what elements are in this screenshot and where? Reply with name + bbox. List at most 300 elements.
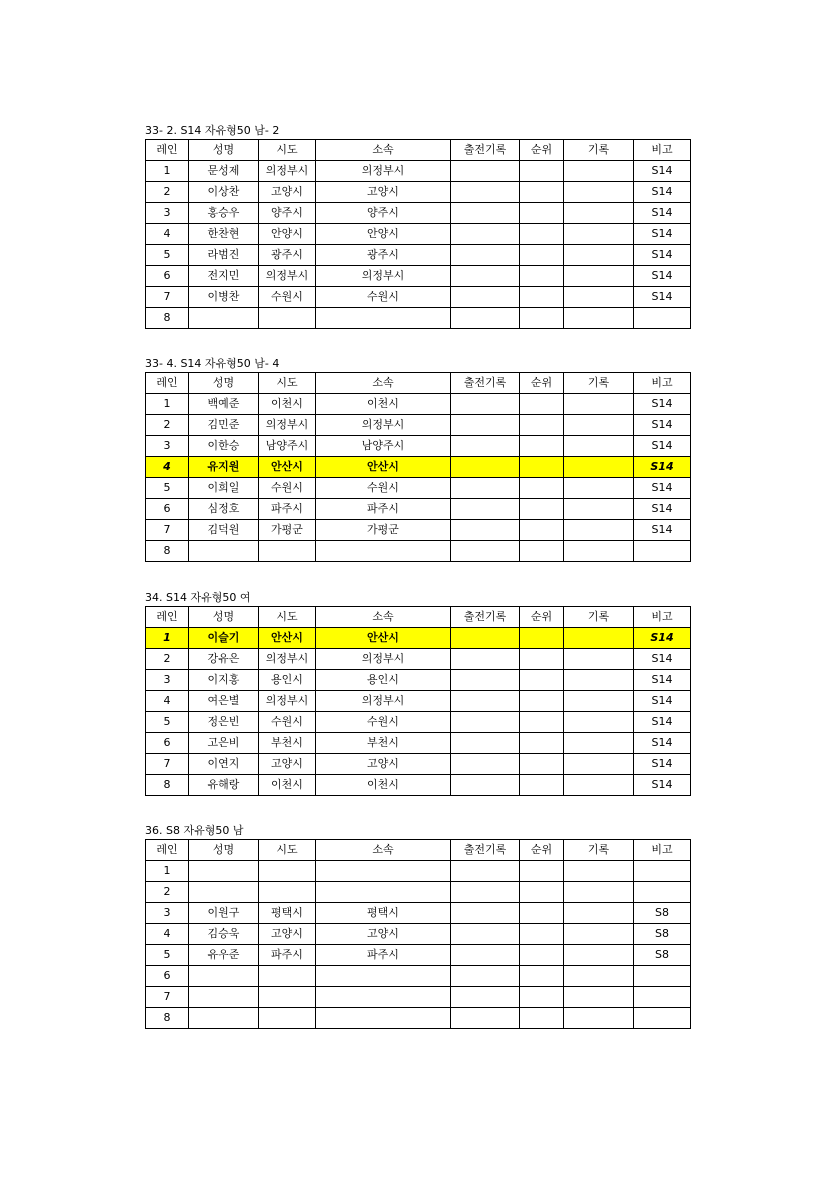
- table-cell: [634, 1008, 691, 1029]
- table-cell: 3: [146, 903, 189, 924]
- table-cell: 의정부시: [259, 691, 316, 712]
- column-header: 출전기록: [451, 607, 520, 628]
- table-row: [146, 628, 691, 649]
- table-cell: 2: [146, 649, 189, 670]
- table-cell: 고양시: [316, 182, 451, 203]
- table-cell: 양주시: [316, 203, 451, 224]
- table-cell: [634, 966, 691, 987]
- table-cell: [451, 945, 520, 966]
- table-cell: 이지홍: [189, 670, 259, 691]
- table-cell: 7: [146, 520, 189, 541]
- table-cell: [451, 966, 520, 987]
- table-cell: 가평군: [316, 520, 451, 541]
- table-row: [146, 945, 691, 966]
- heat-section: [145, 823, 690, 1029]
- table-cell: [451, 670, 520, 691]
- column-header: 레인: [146, 607, 189, 628]
- table-cell: S14: [634, 203, 691, 224]
- table-cell: 이희일: [189, 478, 259, 499]
- table-cell: [189, 987, 259, 1008]
- table-row: [146, 712, 691, 733]
- table-cell: 이슬기: [189, 628, 259, 649]
- table-cell: [520, 436, 564, 457]
- table-cell: [451, 649, 520, 670]
- column-header: 순위: [520, 140, 564, 161]
- table-cell: [564, 966, 634, 987]
- table-cell: 이천시: [259, 775, 316, 796]
- table-cell: 유지원: [189, 457, 259, 478]
- table-cell: [564, 415, 634, 436]
- table-row: [146, 182, 691, 203]
- table-cell: [520, 203, 564, 224]
- table-cell: 의정부시: [259, 649, 316, 670]
- table-cell: 한찬현: [189, 224, 259, 245]
- table-cell: 남양주시: [316, 436, 451, 457]
- table-cell: 수원시: [316, 712, 451, 733]
- table-cell: [316, 987, 451, 1008]
- table-cell: [316, 541, 451, 562]
- table-cell: [451, 224, 520, 245]
- table-cell: [520, 861, 564, 882]
- table-cell: [564, 161, 634, 182]
- column-header: 기록: [564, 373, 634, 394]
- heat-table: [145, 139, 691, 329]
- table-row: [146, 670, 691, 691]
- table-cell: [564, 691, 634, 712]
- column-header: 소속: [316, 607, 451, 628]
- table-cell: 의정부시: [259, 415, 316, 436]
- table-cell: 광주시: [259, 245, 316, 266]
- table-cell: 4: [146, 691, 189, 712]
- table-cell: [259, 987, 316, 1008]
- table-cell: [520, 541, 564, 562]
- table-cell: 부천시: [259, 733, 316, 754]
- table-cell: [520, 945, 564, 966]
- table-cell: [451, 520, 520, 541]
- column-header: 순위: [520, 840, 564, 861]
- table-cell: [259, 541, 316, 562]
- table-cell: 이천시: [259, 394, 316, 415]
- table-cell: [564, 182, 634, 203]
- section-title: 34. S14 자유형50 여: [145, 591, 251, 604]
- table-cell: [316, 861, 451, 882]
- table-cell: S14: [634, 628, 691, 649]
- table-cell: S14: [634, 691, 691, 712]
- table-cell: S14: [634, 394, 691, 415]
- table-row: [146, 1008, 691, 1029]
- table-row: [146, 478, 691, 499]
- column-header: 기록: [564, 607, 634, 628]
- table-cell: [520, 712, 564, 733]
- table-cell: S14: [634, 415, 691, 436]
- column-header: 비고: [634, 140, 691, 161]
- column-header: 출전기록: [451, 373, 520, 394]
- table-cell: 안산시: [259, 457, 316, 478]
- table-cell: 1: [146, 861, 189, 882]
- table-cell: [634, 541, 691, 562]
- column-header: 시도: [259, 840, 316, 861]
- header-row: [146, 373, 691, 394]
- table-row: [146, 649, 691, 670]
- table-cell: [316, 966, 451, 987]
- table-cell: S14: [634, 245, 691, 266]
- table-cell: 광주시: [316, 245, 451, 266]
- table-cell: 안양시: [316, 224, 451, 245]
- table-cell: [564, 733, 634, 754]
- header-row: [146, 607, 691, 628]
- table-cell: 6: [146, 499, 189, 520]
- table-cell: 용인시: [316, 670, 451, 691]
- table-cell: [451, 499, 520, 520]
- table-cell: [564, 499, 634, 520]
- column-header: 소속: [316, 373, 451, 394]
- table-cell: 수원시: [316, 478, 451, 499]
- table-cell: 가평군: [259, 520, 316, 541]
- column-header: 성명: [189, 140, 259, 161]
- table-cell: [520, 394, 564, 415]
- table-cell: [634, 987, 691, 1008]
- table-cell: [451, 924, 520, 945]
- table-cell: 정은빈: [189, 712, 259, 733]
- column-header: 시도: [259, 140, 316, 161]
- table-cell: 의정부시: [316, 266, 451, 287]
- table-cell: [520, 287, 564, 308]
- table-cell: 전지민: [189, 266, 259, 287]
- table-cell: 5: [146, 245, 189, 266]
- header-row: [146, 140, 691, 161]
- table-cell: [189, 882, 259, 903]
- column-header: 소속: [316, 140, 451, 161]
- column-header: 레인: [146, 140, 189, 161]
- table-cell: S8: [634, 945, 691, 966]
- column-header: 기록: [564, 140, 634, 161]
- table-cell: S14: [634, 670, 691, 691]
- table-row: [146, 691, 691, 712]
- table-cell: [634, 882, 691, 903]
- table-cell: 5: [146, 478, 189, 499]
- table-cell: 1: [146, 161, 189, 182]
- column-header: 순위: [520, 607, 564, 628]
- table-cell: 8: [146, 1008, 189, 1029]
- table-cell: [189, 308, 259, 329]
- table-cell: S14: [634, 520, 691, 541]
- column-header: 성명: [189, 607, 259, 628]
- header-row: [146, 840, 691, 861]
- table-cell: [259, 966, 316, 987]
- table-cell: [451, 903, 520, 924]
- table-cell: S14: [634, 266, 691, 287]
- table-cell: [451, 712, 520, 733]
- table-cell: S14: [634, 733, 691, 754]
- table-cell: [520, 754, 564, 775]
- table-cell: [451, 436, 520, 457]
- table-cell: 고양시: [259, 754, 316, 775]
- table-row: [146, 775, 691, 796]
- column-header: 레인: [146, 840, 189, 861]
- table-cell: 5: [146, 945, 189, 966]
- table-cell: 고양시: [259, 924, 316, 945]
- table-cell: [564, 628, 634, 649]
- table-cell: [451, 394, 520, 415]
- table-row: [146, 457, 691, 478]
- table-cell: S8: [634, 924, 691, 945]
- table-cell: [520, 308, 564, 329]
- table-cell: 유해랑: [189, 775, 259, 796]
- table-cell: [520, 882, 564, 903]
- table-cell: [451, 691, 520, 712]
- table-cell: 8: [146, 775, 189, 796]
- table-cell: [520, 478, 564, 499]
- table-cell: [259, 308, 316, 329]
- heat-table: [145, 839, 691, 1029]
- table-cell: [520, 182, 564, 203]
- table-cell: 의정부시: [259, 266, 316, 287]
- table-cell: [259, 882, 316, 903]
- table-cell: 2: [146, 182, 189, 203]
- table-cell: 이한승: [189, 436, 259, 457]
- table-cell: 강유은: [189, 649, 259, 670]
- table-cell: 파주시: [316, 499, 451, 520]
- table-cell: [564, 670, 634, 691]
- table-row: [146, 266, 691, 287]
- table-cell: [564, 754, 634, 775]
- table-cell: [451, 266, 520, 287]
- table-cell: 4: [146, 224, 189, 245]
- table-cell: [189, 966, 259, 987]
- table-row: [146, 245, 691, 266]
- table-cell: [451, 457, 520, 478]
- table-cell: [564, 1008, 634, 1029]
- table-cell: [564, 224, 634, 245]
- table-cell: [564, 987, 634, 1008]
- heat-section: [145, 123, 690, 329]
- table-cell: S14: [634, 182, 691, 203]
- table-cell: 문성제: [189, 161, 259, 182]
- table-row: [146, 733, 691, 754]
- column-header: 성명: [189, 840, 259, 861]
- table-cell: 2: [146, 415, 189, 436]
- table-cell: 고양시: [259, 182, 316, 203]
- table-cell: S14: [634, 287, 691, 308]
- table-cell: [564, 287, 634, 308]
- table-cell: [259, 1008, 316, 1029]
- table-cell: 1: [146, 394, 189, 415]
- table-cell: [564, 882, 634, 903]
- table-row: [146, 224, 691, 245]
- table-cell: [564, 457, 634, 478]
- table-cell: 이병찬: [189, 287, 259, 308]
- table-cell: 이상찬: [189, 182, 259, 203]
- table-cell: [520, 987, 564, 1008]
- table-cell: 심정호: [189, 499, 259, 520]
- table-cell: [520, 499, 564, 520]
- table-cell: [451, 1008, 520, 1029]
- table-cell: [451, 478, 520, 499]
- table-row: [146, 415, 691, 436]
- column-header: 기록: [564, 840, 634, 861]
- table-cell: 고은비: [189, 733, 259, 754]
- table-cell: [564, 924, 634, 945]
- table-row: [146, 520, 691, 541]
- table-cell: [451, 628, 520, 649]
- table-cell: 8: [146, 308, 189, 329]
- column-header: 성명: [189, 373, 259, 394]
- table-cell: [634, 308, 691, 329]
- table-cell: 3: [146, 203, 189, 224]
- table-cell: S14: [634, 775, 691, 796]
- table-cell: 의정부시: [316, 415, 451, 436]
- column-header: 비고: [634, 373, 691, 394]
- table-cell: 4: [146, 457, 189, 478]
- table-row: [146, 754, 691, 775]
- column-header: 시도: [259, 373, 316, 394]
- table-cell: 김승욱: [189, 924, 259, 945]
- table-row: [146, 966, 691, 987]
- table-cell: 6: [146, 266, 189, 287]
- table-cell: [451, 161, 520, 182]
- table-row: [146, 436, 691, 457]
- table-row: [146, 541, 691, 562]
- table-cell: [564, 394, 634, 415]
- table-cell: [564, 541, 634, 562]
- table-cell: S14: [634, 649, 691, 670]
- section-title: 36. S8 자유형50 남: [145, 824, 244, 837]
- table-cell: 평택시: [259, 903, 316, 924]
- table-cell: [259, 861, 316, 882]
- table-row: [146, 394, 691, 415]
- table-cell: S14: [634, 478, 691, 499]
- table-row: [146, 861, 691, 882]
- table-cell: 유우준: [189, 945, 259, 966]
- table-row: [146, 882, 691, 903]
- table-cell: [316, 308, 451, 329]
- table-cell: [564, 520, 634, 541]
- table-cell: 안산시: [259, 628, 316, 649]
- table-cell: [564, 436, 634, 457]
- table-cell: S14: [634, 754, 691, 775]
- table-row: [146, 499, 691, 520]
- table-cell: [451, 861, 520, 882]
- table-row: [146, 924, 691, 945]
- table-cell: [520, 245, 564, 266]
- table-cell: [520, 457, 564, 478]
- table-cell: [634, 861, 691, 882]
- table-cell: [451, 733, 520, 754]
- table-cell: 6: [146, 733, 189, 754]
- table-cell: [451, 182, 520, 203]
- table-cell: [520, 924, 564, 945]
- heat-section: [145, 590, 690, 796]
- table-cell: S14: [634, 436, 691, 457]
- table-cell: [564, 266, 634, 287]
- table-cell: 의정부시: [259, 161, 316, 182]
- table-cell: 3: [146, 436, 189, 457]
- table-cell: 파주시: [259, 945, 316, 966]
- table-cell: [564, 861, 634, 882]
- column-header: 레인: [146, 373, 189, 394]
- table-row: [146, 903, 691, 924]
- table-cell: 이연지: [189, 754, 259, 775]
- table-cell: [564, 945, 634, 966]
- table-cell: 홍승우: [189, 203, 259, 224]
- table-cell: 고양시: [316, 754, 451, 775]
- table-cell: [520, 775, 564, 796]
- table-cell: 7: [146, 987, 189, 1008]
- table-cell: 이천시: [316, 394, 451, 415]
- table-cell: [451, 245, 520, 266]
- table-cell: [451, 754, 520, 775]
- table-row: [146, 203, 691, 224]
- table-cell: 4: [146, 924, 189, 945]
- table-cell: [520, 415, 564, 436]
- table-cell: [451, 882, 520, 903]
- table-cell: S14: [634, 457, 691, 478]
- column-header: 출전기록: [451, 140, 520, 161]
- table-cell: [451, 308, 520, 329]
- table-cell: [451, 541, 520, 562]
- table-cell: 의정부시: [316, 691, 451, 712]
- table-cell: [564, 712, 634, 733]
- table-row: [146, 308, 691, 329]
- table-cell: 의정부시: [316, 649, 451, 670]
- table-cell: [564, 245, 634, 266]
- table-cell: [316, 1008, 451, 1029]
- table-cell: 8: [146, 541, 189, 562]
- table-cell: 7: [146, 287, 189, 308]
- table-cell: 파주시: [316, 945, 451, 966]
- table-cell: 안양시: [259, 224, 316, 245]
- table-cell: [316, 882, 451, 903]
- table-cell: 부천시: [316, 733, 451, 754]
- table-cell: [520, 628, 564, 649]
- column-header: 소속: [316, 840, 451, 861]
- table-cell: 안산시: [316, 457, 451, 478]
- table-cell: 6: [146, 966, 189, 987]
- table-cell: 백예준: [189, 394, 259, 415]
- table-cell: 용인시: [259, 670, 316, 691]
- table-cell: S14: [634, 224, 691, 245]
- table-cell: [520, 161, 564, 182]
- table-cell: S14: [634, 712, 691, 733]
- table-cell: S14: [634, 499, 691, 520]
- column-header: 출전기록: [451, 840, 520, 861]
- table-cell: [451, 287, 520, 308]
- table-cell: S8: [634, 903, 691, 924]
- table-row: [146, 987, 691, 1008]
- table-row: [146, 161, 691, 182]
- table-cell: 이천시: [316, 775, 451, 796]
- table-cell: 양주시: [259, 203, 316, 224]
- table-cell: 안산시: [316, 628, 451, 649]
- table-cell: 2: [146, 882, 189, 903]
- table-cell: 수원시: [259, 712, 316, 733]
- table-cell: 남양주시: [259, 436, 316, 457]
- table-cell: 여은별: [189, 691, 259, 712]
- table-cell: [520, 224, 564, 245]
- table-cell: [564, 649, 634, 670]
- table-cell: [520, 649, 564, 670]
- section-title: 33- 2. S14 자유형50 남- 2: [145, 124, 280, 137]
- table-cell: S14: [634, 161, 691, 182]
- table-cell: 5: [146, 712, 189, 733]
- table-cell: [520, 733, 564, 754]
- table-cell: 평택시: [316, 903, 451, 924]
- table-cell: [451, 203, 520, 224]
- table-cell: 이원구: [189, 903, 259, 924]
- table-cell: [564, 903, 634, 924]
- table-cell: 3: [146, 670, 189, 691]
- table-cell: [189, 1008, 259, 1029]
